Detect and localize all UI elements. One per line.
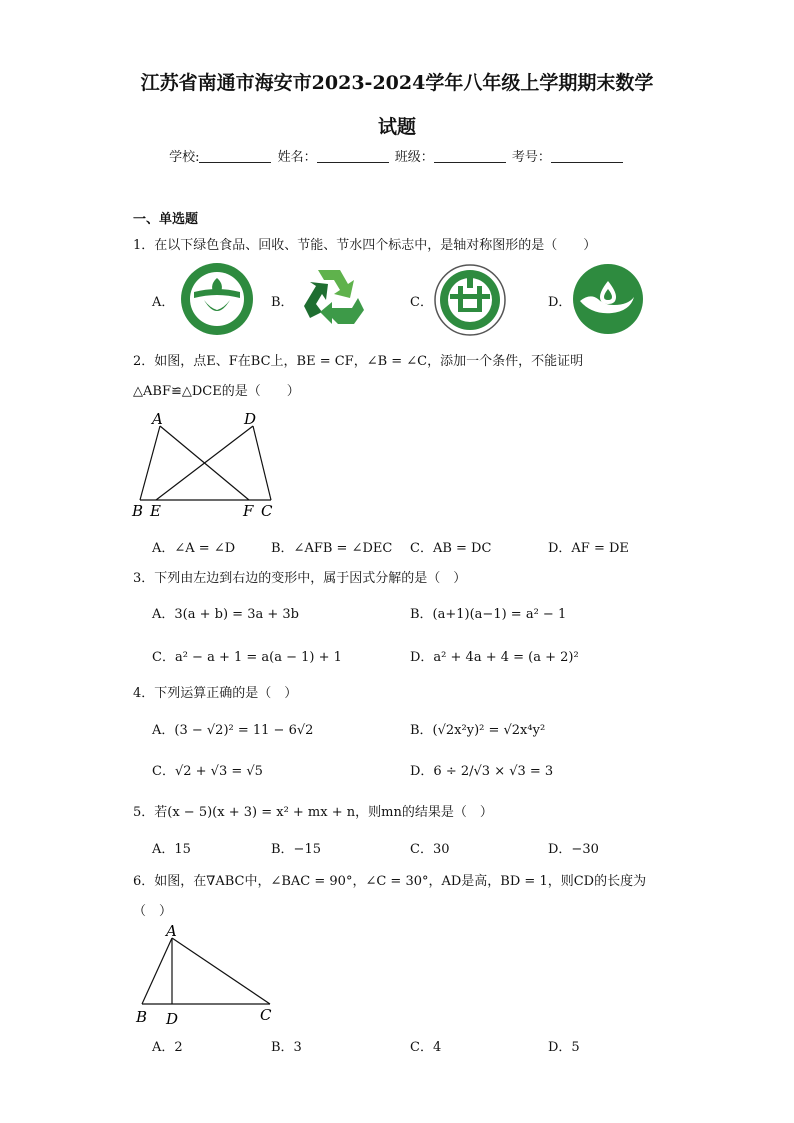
q4-option-a[interactable]: A．(3 − √2)² = 11 − 6√2 (152, 723, 314, 738)
q4-option-b[interactable]: B．(√2x²y)² = √2x⁴y² (410, 723, 546, 738)
question-6-stem-line1: 6．如图，在∇ABC中，∠BAC = 90°，∠C = 30°，AD是高，BD = 1，则CD的长度为 (133, 874, 647, 889)
question-4-stem: 4．下列运算正确的是（ ） (133, 686, 298, 701)
q2-label-d: D (244, 410, 257, 428)
question-3-stem: 3．下列由左边到右边的变形中，属于因式分解的是（ ） (133, 571, 467, 586)
q5-option-d[interactable]: D．−30 (548, 842, 599, 857)
q2-triangle-figure (128, 408, 288, 520)
question-2-stem-line2: △ABF≌△DCE的是（ ） (133, 384, 300, 399)
student-info-line (0, 146, 794, 165)
q2-label-a: A (152, 410, 163, 428)
q2-option-c[interactable]: C．AB = DC (410, 541, 492, 556)
q6-label-d: D (166, 1010, 179, 1026)
question-2-stem-line1: 2．如图，点E、F在BC上，BE = CF，∠B = ∠C，添加一个条件，不能证明 (133, 354, 584, 369)
segment-ab (140, 426, 160, 500)
q5-option-b[interactable]: B．−15 (271, 842, 321, 857)
segment-ab (142, 938, 172, 1004)
q6-option-d[interactable]: D．5 (548, 1040, 580, 1055)
q5-option-a[interactable]: A．15 (152, 842, 191, 857)
q1-option-d-label: D． (548, 295, 572, 310)
q1-option-a-label: A． (152, 295, 175, 310)
q6-option-a[interactable]: A．2 (152, 1040, 183, 1055)
q2-option-a[interactable]: A．∠A = ∠D (152, 541, 236, 556)
q2-option-b[interactable]: B．∠AFB = ∠DEC (271, 541, 393, 556)
q4-option-d[interactable]: D．6 ÷ 2/√3 × √3 = 3 (410, 764, 554, 779)
exam-number-blank[interactable] (551, 150, 623, 163)
q1-option-c-label: C． (410, 295, 433, 310)
name-label: 姓名： (277, 150, 317, 165)
school-blank[interactable] (199, 150, 271, 163)
q3-option-d[interactable]: D．a² + 4a + 4 = (a + 2)² (410, 650, 579, 665)
question-5-stem: 5．若(x − 5)(x + 3) = x² + mx + n，则mn的结果是（ ） (133, 805, 493, 820)
exam-number-label: 考号： (511, 150, 551, 165)
q3-option-b[interactable]: B．(a+1)(a−1) = a² − 1 (410, 607, 567, 622)
energy-saving-logo-icon (434, 264, 506, 336)
page-title-line1: 江苏省南通市海安市2023-2024学年八年级上学期期末数学 (140, 72, 654, 94)
question-1-stem: 1．在以下绿色食品、回收、节能、节水四个标志中，是轴对称图形的是（ ） (133, 238, 597, 253)
q2-label-f: F (243, 502, 254, 520)
q6-option-b[interactable]: B．3 (271, 1040, 302, 1055)
water-saving-logo-icon (572, 263, 644, 335)
q6-label-c: C (260, 1006, 272, 1024)
segment-ac (172, 938, 270, 1004)
recycle-logo-icon (296, 262, 368, 334)
q1-option-b-label: B． (271, 295, 294, 310)
q2-label-b: B (132, 502, 144, 520)
q2-label-c: C (261, 502, 273, 520)
q5-option-c[interactable]: C．30 (410, 842, 450, 857)
class-blank[interactable] (434, 150, 506, 163)
q6-label-a: A (166, 922, 177, 940)
name-blank[interactable] (317, 150, 389, 163)
green-food-logo-icon (180, 262, 254, 336)
q6-option-c[interactable]: C．4 (410, 1040, 442, 1055)
class-label: 班级： (394, 150, 434, 165)
segment-dc (253, 426, 271, 500)
section-heading: 一、单选题 (133, 212, 199, 227)
question-6-stem-line2: （ ） (133, 904, 173, 919)
q3-option-a[interactable]: A．3(a + b) = 3a + 3b (152, 607, 299, 622)
q2-option-d[interactable]: D．AF = DE (548, 541, 629, 556)
q6-label-b: B (136, 1008, 148, 1026)
q3-option-c[interactable]: C．a² − a + 1 = a(a − 1) + 1 (152, 650, 342, 665)
page-title-line2: 试题 (377, 116, 416, 138)
q4-option-c[interactable]: C．√2 + √3 = √5 (152, 764, 263, 779)
q2-label-e: E (150, 502, 161, 520)
school-label: 学校: (169, 150, 200, 165)
segment-de (156, 426, 253, 500)
q6-triangle-figure (132, 922, 282, 1026)
